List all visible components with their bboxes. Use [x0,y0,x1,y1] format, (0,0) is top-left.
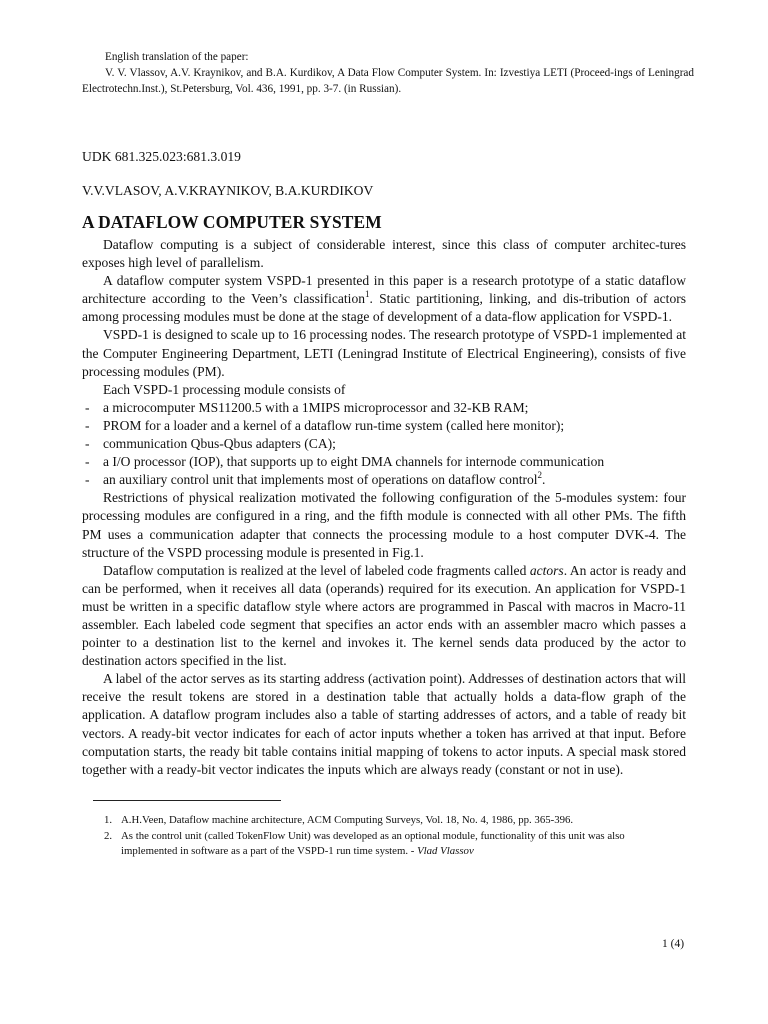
paragraph-module-intro: Each VSPD-1 processing module consists of [103,381,346,397]
paragraph-text: Dataflow computation is realized at the level of labeled code fragments called [103,562,530,578]
udk-code: UDK 681.325.023:681.3.019 [82,149,241,164]
author-list: V.V.VLASOV, A.V.KRAYNIKOV, B.A.KURDIKOV [82,183,374,198]
footnote-text: A.H.Veen, Dataflow machine architecture, ACM Computing Surveys, Vol. 18, No. 4, 1986, pp. 365-396. [121,814,574,826]
paper-title: A DATAFLOW COMPUTER SYSTEM [82,212,382,232]
paragraph-text: A dataflow computer system VSPD-1 presented in this paper is a research prototype of a static dataflow architecture according to the Veen’s classification [82,273,686,307]
list-item-text: communication Qbus-Qbus adapters (CA); [103,436,336,452]
paragraph-scaling: VSPD-1 is designed to scale up to 16 processing nodes. The research prototype of VSPD-1 implemented at the Computer Engineering Department, LETI (Leningrad Institute of Electrical Engineering), consists of five processing modules (PM). [82,327,686,379]
footnote-signature: Vlad Vlassov [417,845,474,857]
paper-body [82,236,686,779]
list-dash: - [85,436,90,452]
footnote-ref-2[interactable]: 2 [537,470,543,481]
list-item [82,453,686,471]
page-number: 1 (4) [662,938,685,950]
footnote-number: 2. [104,829,113,842]
paragraph-computation [82,562,686,671]
paragraph-actor-labels: A label of the actor serves as its starting address (activation point). Addresses of destination actors that will receive the result tokens are stored in a destination table that actually holds a data-flow graph of the application. A dataflow program includes also a table of starting addresses of actors, and a table of ready bit vectors. A ready-bit vector indicates for each of actor inputs whether a token has arrived at that input. Before computation starts, the ready bit table contains initial mapping of tokens to actor inputs. A special mask stored together with a ready-bit vector indicates the inputs which are always ready (constant or not in use). [82,671,686,777]
paragraph-vspd-overview [82,272,686,326]
list-item-text: a I/O processor (IOP), that supports up to eight DMA channels for internode communication [103,454,605,470]
translation-note [82,49,694,97]
list-dash: - [85,454,90,470]
paragraph-text: . An actor is ready and can be performed, when it receives all data (operands) required for its execution. An application for VSPD-1 must be written in a specific dataflow style where actors are programmed in Pascal with macros in Macro-11 assembler. Each labeled code segment that specifies an actor ends with an assembler macro which passes a pointer to a destination list to the kernel and invokes it. The kernel sends data produced by the actor to destination actors specified in the list. [82,562,686,669]
list-item [82,399,686,417]
list-dash: - [85,417,90,433]
list-dash: - [85,472,90,488]
footnote-1 [104,813,664,829]
paragraph-configuration: Restrictions of physical realization motivated the following configuration of the 5-modules system: four processing modules are configured in a ring, and the fifth module is connected with all other PMs. The fifth PM uses a communication adapter that connects the processing module to a host computer DVK-4. The structure of the VSPD processing module is presented in Fig.1. [82,490,686,560]
translation-note-heading: English translation of the paper: [105,51,249,63]
list-item-text: PROM for a loader and a kernel of a dataflow run-time system (called here monitor); [103,417,565,433]
list-item [82,417,686,435]
list-item-end: . [542,472,546,488]
list-item [82,471,686,489]
footnotes [104,813,664,860]
paragraph-intro: Dataflow computing is a subject of considerable interest, since this class of computer architec-tures exposes high level of parallelism. [82,237,686,271]
list-item [82,435,686,453]
list-dash: - [85,399,90,415]
paragraph-text: . Static partitioning, linking, and dis-tribution of actors among processing modules must be done at the stage of development of a data-flow application for VSPD-1. [82,291,686,325]
list-item-text: an auxiliary control unit that implements most of operations on dataflow control [103,472,538,488]
footnote-separator [93,800,281,801]
footnote-text: As the control unit (called TokenFlow Unit) was developed as an optional module, functionality of this unit was also implemented in software as a part of the VSPD-1 run time system. - [121,829,625,857]
footnote-number: 1. [104,814,113,826]
emphasis-actors: actors [529,562,564,578]
translation-note-citation: V. V. Vlassov, A.V. Kraynikov, and B.A. Kurdikov, A Data Flow Computer System. In: Izvestiya LETI (Proceed-ings of Leningrad Electrotechn.Inst.), St.Petersburg, Vol. 436, 1991, pp. 3-7. (in Russian). [82,67,694,95]
footnote-2 [104,829,664,860]
footnote-ref-1[interactable]: 1 [365,289,370,300]
list-item-text: a microcomputer MS11200.5 with a 1MIPS microprocessor and 32-KB RAM; [103,399,529,415]
module-components-list [82,399,686,489]
